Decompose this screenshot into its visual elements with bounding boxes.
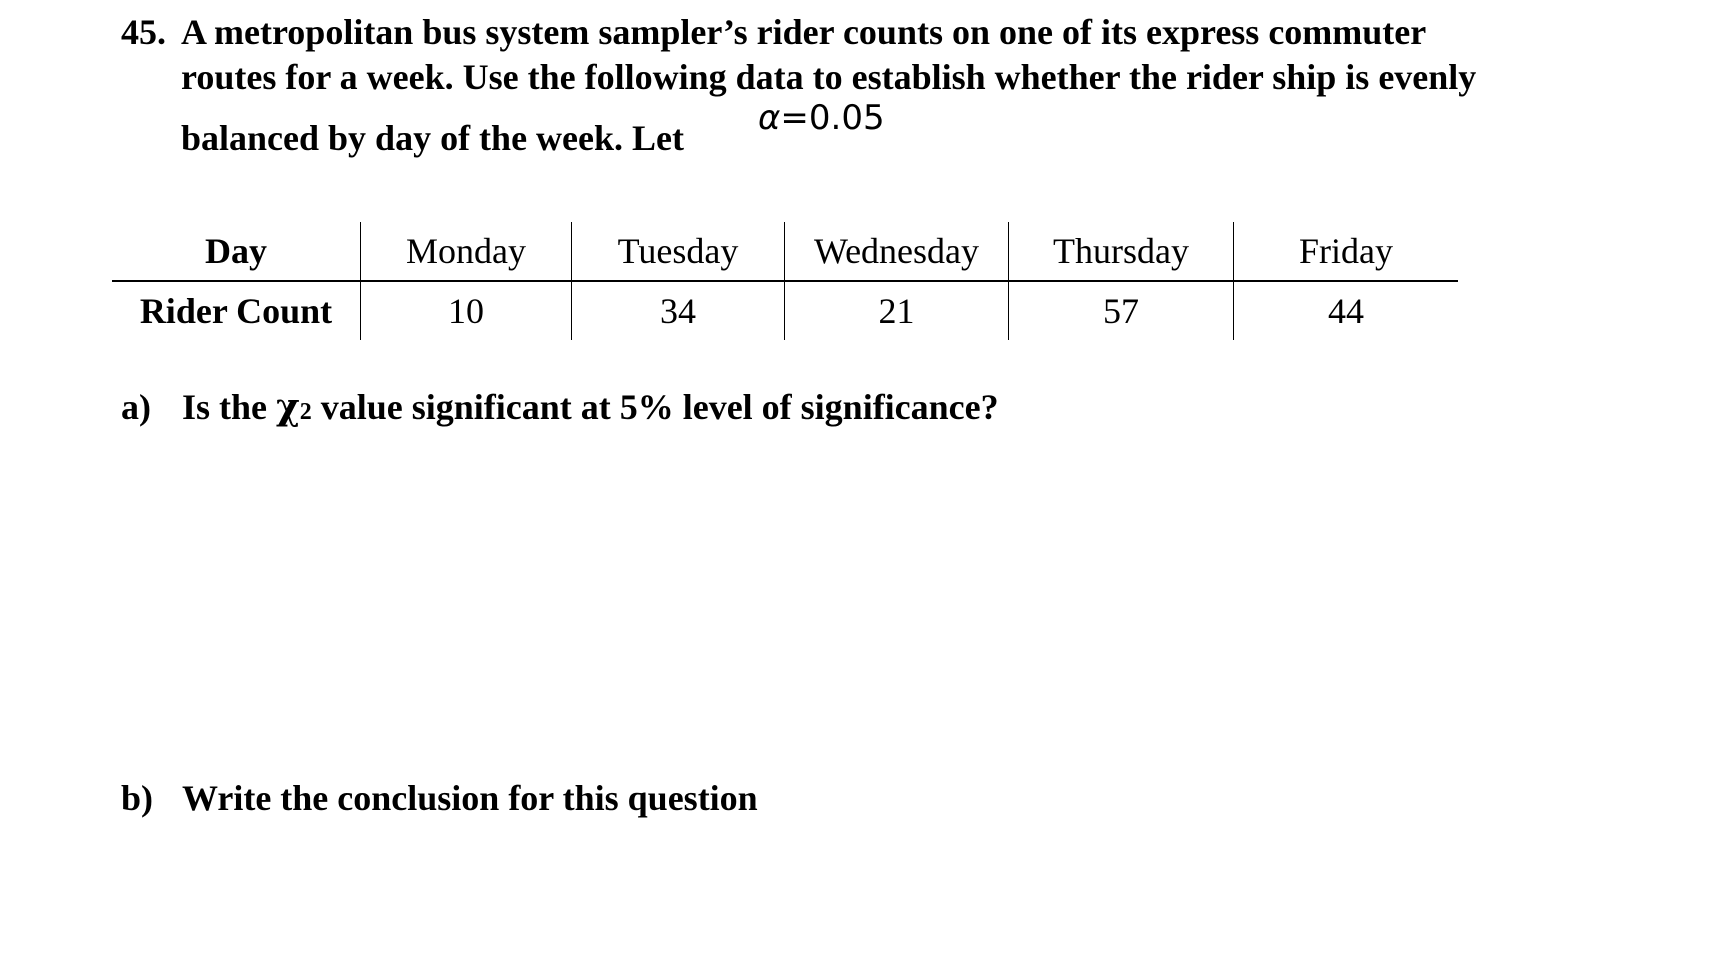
part-b — [121, 777, 758, 819]
day-cell: Tuesday — [572, 222, 785, 281]
day-cell: Friday — [1234, 222, 1459, 281]
day-cell: Wednesday — [785, 222, 1009, 281]
day-cell: Thursday — [1009, 222, 1234, 281]
question-line-2: routes for a week. Use the following data to establish whether the rider ship is evenly — [181, 57, 1477, 97]
alpha-expression — [758, 96, 885, 141]
row-label-rider-count: Rider Count — [139, 291, 333, 331]
count-cell: 10 — [361, 281, 572, 340]
part-a-label: a) — [121, 387, 151, 427]
question-line-3: balanced by day of the week. Let — [181, 118, 684, 158]
day-cell: Monday — [361, 222, 572, 281]
part-a-text-before: Is the — [182, 387, 268, 427]
count-cell: 57 — [1009, 281, 1234, 340]
count-cell: 21 — [785, 281, 1009, 340]
part-b-label: b) — [121, 778, 154, 818]
chi-exponent: 2 — [299, 399, 312, 425]
question-line-1: A metropolitan bus system sampler’s rider counts on one of its express commuter — [181, 12, 1427, 52]
rider-count-table — [112, 222, 1458, 340]
alpha-value: =0.05 — [780, 98, 885, 138]
chi-symbol: χ — [276, 386, 300, 428]
row-label-day: Day — [112, 222, 361, 281]
part-a — [121, 386, 999, 428]
table-row-count — [112, 281, 1458, 340]
count-cell: 34 — [572, 281, 785, 340]
part-b-text: Write the conclusion for this question — [182, 778, 758, 818]
count-cell: 44 — [1234, 281, 1459, 340]
part-a-text-after: value significant at 5% level of significance? — [320, 387, 999, 427]
alpha-symbol: α — [758, 98, 781, 138]
table-row-day — [112, 222, 1458, 281]
question-number: 45. — [121, 12, 166, 52]
